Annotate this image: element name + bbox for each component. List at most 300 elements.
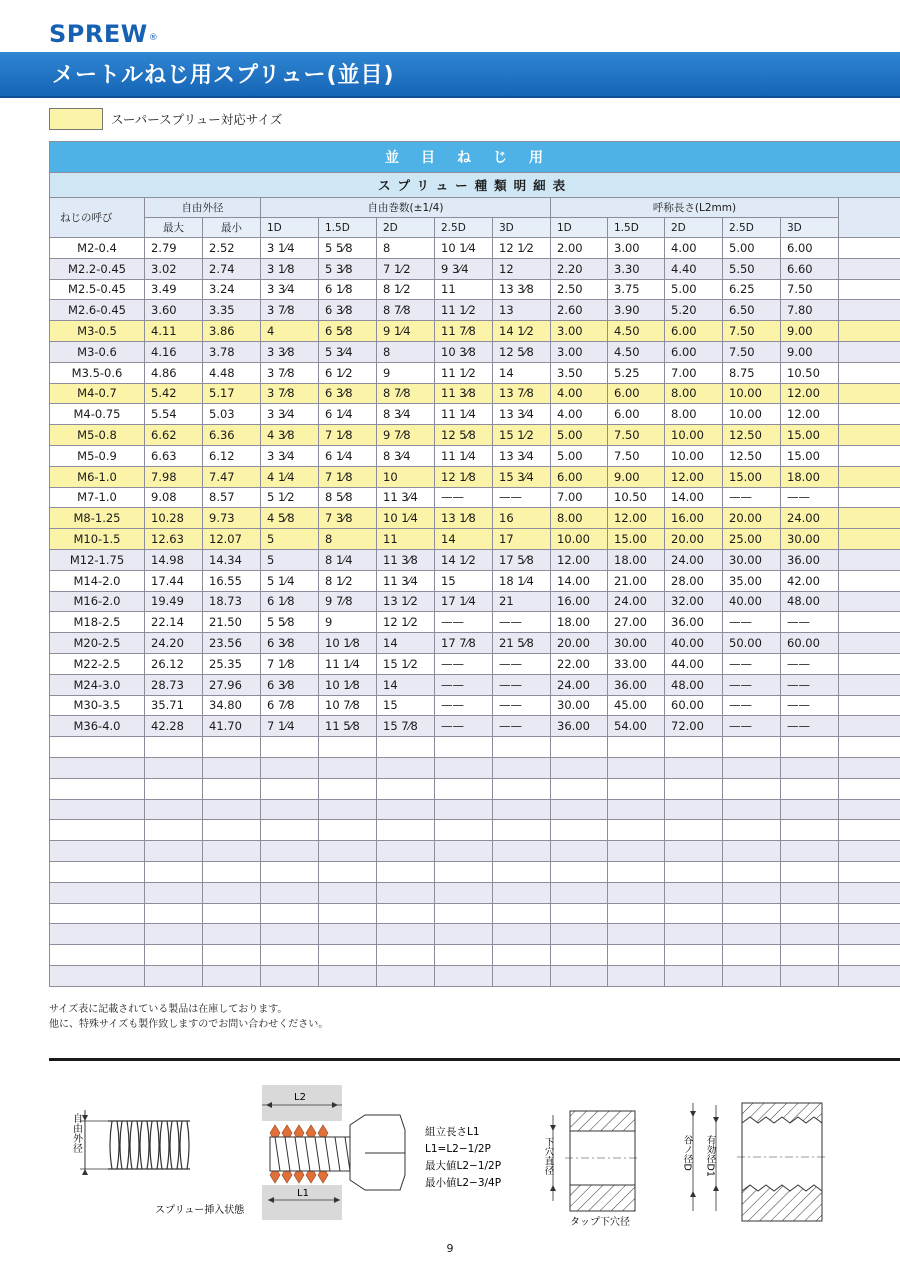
blank-cell [839, 425, 900, 446]
nominal-length-cell: 7.50 [608, 445, 665, 466]
thread-size-cell: M36-4.0 [50, 716, 145, 737]
nominal-length-cell: 5.00 [723, 238, 781, 259]
blank-cell [145, 737, 203, 758]
thread-size-cell: M2.2-0.45 [50, 258, 145, 279]
nominal-length-cell: 36.00 [551, 716, 608, 737]
od-max-cell: 6.62 [145, 425, 203, 446]
nominal-length-cell: 10.00 [665, 445, 723, 466]
nominal-length-cell: 9.00 [781, 341, 839, 362]
free-coils-cell: 11 3⁄4 [377, 487, 435, 508]
nominal-length-cell: 8.00 [665, 383, 723, 404]
nominal-length-cell: 3.00 [608, 238, 665, 259]
column-header: 2D [665, 218, 723, 238]
blank-cell [781, 757, 839, 778]
blank-cell [839, 279, 900, 300]
blank-cell [781, 965, 839, 986]
insert-state-diagram [155, 1085, 405, 1220]
blank-cell [839, 238, 900, 259]
blank-cell [839, 487, 900, 508]
blank-cell [551, 778, 608, 799]
nominal-length-cell: 6.25 [723, 279, 781, 300]
thread-size-cell: M18-2.5 [50, 612, 145, 633]
blank-table-row [50, 778, 900, 799]
free-coils-cell: 8 [377, 341, 435, 362]
nominal-length-cell: 16.00 [665, 508, 723, 529]
free-coils-cell: 10 1⁄8 [319, 674, 377, 695]
nominal-length-cell: 12.50 [723, 425, 781, 446]
section-rule [49, 1058, 900, 1061]
blank-cell [319, 799, 377, 820]
blank-cell [145, 778, 203, 799]
od-min-cell: 27.96 [203, 674, 261, 695]
free-coils-cell: 5 3⁄8 [319, 258, 377, 279]
od-max-cell: 4.16 [145, 341, 203, 362]
nominal-length-cell: 10.00 [665, 425, 723, 446]
free-coils-cell: —— [493, 653, 551, 674]
blank-cell [145, 861, 203, 882]
free-coils-cell: 15 1⁄2 [377, 653, 435, 674]
free-coils-cell: 6 1⁄2 [319, 362, 377, 383]
nominal-length-cell: 45.00 [608, 695, 665, 716]
nominal-length-cell: 33.00 [608, 653, 665, 674]
nominal-length-cell: 36.00 [781, 549, 839, 570]
blank-cell [781, 903, 839, 924]
od-max-cell: 5.54 [145, 404, 203, 425]
free-coils-cell: 6 1⁄8 [261, 591, 319, 612]
free-coils-cell: 14 [377, 633, 435, 654]
od-min-cell: 5.03 [203, 404, 261, 425]
blank-cell [665, 882, 723, 903]
blank-cell [50, 882, 145, 903]
free-coils-cell: 17 [493, 529, 551, 550]
blank-cell [377, 737, 435, 758]
blank-table-row [50, 820, 900, 841]
nominal-length-cell: 44.00 [665, 653, 723, 674]
blank-cell [203, 841, 261, 862]
free-coils-cell: 3 7⁄8 [261, 300, 319, 321]
blank-cell [839, 716, 900, 737]
free-coils-cell: 5 1⁄2 [261, 487, 319, 508]
blank-cell [493, 778, 551, 799]
column-header: 2.5D [723, 218, 781, 238]
blank-cell [551, 737, 608, 758]
free-coils-cell: 10 1⁄8 [319, 633, 377, 654]
blank-cell [665, 757, 723, 778]
nominal-length-cell: 5.00 [551, 425, 608, 446]
nominal-length-cell: —— [723, 653, 781, 674]
free-coils-cell: 9 7⁄8 [377, 425, 435, 446]
free-coils-cell: 3 7⁄8 [261, 362, 319, 383]
blank-cell [839, 653, 900, 674]
brand-band [0, 0, 900, 50]
blank-cell [781, 924, 839, 945]
free-coils-cell: 10 7⁄8 [319, 695, 377, 716]
blank-cell [435, 882, 493, 903]
blank-cell [665, 861, 723, 882]
free-coils-cell: 7 1⁄2 [377, 258, 435, 279]
free-coils-cell: 15 3⁄4 [493, 466, 551, 487]
thread-size-cell: M14-2.0 [50, 570, 145, 591]
free-coils-cell: 11 7⁄8 [435, 321, 493, 342]
blank-cell [551, 820, 608, 841]
blank-cell [839, 383, 900, 404]
blank-cell [145, 924, 203, 945]
nominal-length-cell: 24.00 [781, 508, 839, 529]
free-coils-cell: 11 1⁄2 [435, 362, 493, 383]
blank-cell [261, 757, 319, 778]
free-coils-cell: 5 3⁄4 [319, 341, 377, 362]
free-coils-cell: 7 1⁄8 [319, 425, 377, 446]
blank-cell [145, 820, 203, 841]
free-coils-cell: 11 1⁄4 [319, 653, 377, 674]
free-coils-cell: 14 [377, 674, 435, 695]
nominal-length-cell: 24.00 [665, 549, 723, 570]
free-coils-cell: 11 1⁄4 [435, 445, 493, 466]
nominal-length-cell: —— [781, 674, 839, 695]
formula-l1: L1=L2−1/2P [425, 1143, 491, 1155]
blank-cell [781, 882, 839, 903]
nominal-length-cell: 3.30 [608, 258, 665, 279]
registered-mark: ® [148, 33, 159, 43]
blank-cell [261, 861, 319, 882]
legend-label: スーパースプリュー対応サイズ [111, 112, 283, 127]
name-header: ねじの呼び [50, 198, 145, 238]
free-coils-cell: 11 1⁄2 [435, 300, 493, 321]
blank-cell [839, 258, 900, 279]
free-coils-cell: 9 1⁄4 [377, 321, 435, 342]
blank-cell [608, 820, 665, 841]
column-header-row [50, 218, 900, 238]
free-coils-cell: 7 1⁄8 [261, 653, 319, 674]
blank-cell [493, 799, 551, 820]
free-coils-cell: 6 3⁄8 [261, 633, 319, 654]
section-title: 並目ねじ用 [50, 142, 900, 173]
blank-cell [145, 799, 203, 820]
nominal-length-cell: 5.20 [665, 300, 723, 321]
nominal-length-cell: 7.50 [608, 425, 665, 446]
insert-state-label: スプリュー挿入状態 [155, 1205, 245, 1216]
blank-cell [551, 882, 608, 903]
blank-cell [203, 757, 261, 778]
blank-cell [145, 965, 203, 986]
od-min-cell: 2.52 [203, 238, 261, 259]
blank-cell [608, 799, 665, 820]
nominal-length-cell: —— [781, 612, 839, 633]
free-coils-cell: 16 [493, 508, 551, 529]
l2-label: L2 [294, 1092, 306, 1103]
free-coils-cell: 9 3⁄4 [435, 258, 493, 279]
blank-cell [261, 737, 319, 758]
od-min-cell: 12.07 [203, 529, 261, 550]
nominal-length-cell: 28.00 [665, 570, 723, 591]
blank-cell [145, 882, 203, 903]
free-coils-cell: —— [435, 674, 493, 695]
blank-cell [839, 508, 900, 529]
nominal-length-cell: 14.00 [551, 570, 608, 591]
nominal-length-cell: —— [723, 487, 781, 508]
od-min-cell: 34.80 [203, 695, 261, 716]
free-coils-cell: —— [493, 716, 551, 737]
od-max-cell: 4.86 [145, 362, 203, 383]
thread-size-cell: M6-1.0 [50, 466, 145, 487]
table-row [50, 425, 900, 446]
blank-cell [839, 362, 900, 383]
od-max-cell: 17.44 [145, 570, 203, 591]
nominal-length-cell: 30.00 [781, 529, 839, 550]
blank-cell [551, 861, 608, 882]
thread-size-cell: M7-1.0 [50, 487, 145, 508]
nominal-length-cell: 2.20 [551, 258, 608, 279]
coil-spring-icon [108, 1121, 190, 1169]
blank-cell [665, 965, 723, 986]
free-coils-cell: 4 3⁄8 [261, 425, 319, 446]
blank-cell [50, 903, 145, 924]
blank-cell [723, 757, 781, 778]
blank-cell [839, 570, 900, 591]
nominal-length-cell: 22.00 [551, 653, 608, 674]
nominal-length-cell: 72.00 [665, 716, 723, 737]
nominal-length-cell: 35.00 [723, 570, 781, 591]
free-coils-cell: 6 3⁄8 [319, 300, 377, 321]
column-header: 1.5D [319, 218, 377, 238]
nominal-length-cell: —— [781, 695, 839, 716]
nominal-length-cell: 18.00 [781, 466, 839, 487]
free-coils-cell: 8 7⁄8 [377, 300, 435, 321]
free-coils-cell: 8 7⁄8 [377, 383, 435, 404]
free-coils-header: 自由巻数(±1/4) [261, 198, 551, 218]
blank-cell [261, 778, 319, 799]
nominal-length-cell: 18.00 [608, 549, 665, 570]
column-header: 3D [493, 218, 551, 238]
blank-cell [319, 757, 377, 778]
od-max-cell: 3.02 [145, 258, 203, 279]
od-min-cell: 3.78 [203, 341, 261, 362]
nominal-length-cell: 10.00 [723, 383, 781, 404]
free-coils-cell: 6 1⁄8 [319, 279, 377, 300]
blank-cell [377, 820, 435, 841]
blank-cell [608, 841, 665, 862]
nominal-length-cell: 4.00 [551, 383, 608, 404]
od-min-cell: 8.57 [203, 487, 261, 508]
free-coils-cell: 6 5⁄8 [319, 321, 377, 342]
blank-table-row [50, 945, 900, 966]
nominal-length-header: 呼称長さ(L2mm) [551, 198, 839, 218]
blank-cell [551, 799, 608, 820]
nominal-length-cell: 5.25 [608, 362, 665, 383]
nominal-length-cell: 32.00 [665, 591, 723, 612]
free-coils-cell: 21 [493, 591, 551, 612]
note-custom: 他に、特殊サイズも製作致しますのでお問い合わせください。 [49, 1019, 329, 1030]
nominal-length-cell: 18.00 [551, 612, 608, 633]
nominal-length-cell: 9.00 [781, 321, 839, 342]
nominal-length-cell: 54.00 [608, 716, 665, 737]
table-row [50, 341, 900, 362]
blank-table-row [50, 882, 900, 903]
nominal-length-cell: 7.80 [781, 300, 839, 321]
blank-cell [203, 820, 261, 841]
od-min-cell: 21.50 [203, 612, 261, 633]
nominal-length-cell: 8.00 [551, 508, 608, 529]
od-max-cell: 2.79 [145, 238, 203, 259]
blank-cell [723, 737, 781, 758]
blank-cell [435, 861, 493, 882]
blank-table-row [50, 841, 900, 862]
blank-cell [145, 903, 203, 924]
blank-cell [435, 903, 493, 924]
free-coils-cell: 12 1⁄2 [377, 612, 435, 633]
nominal-length-cell: 7.50 [781, 279, 839, 300]
blank-cell [839, 945, 900, 966]
blank-header [839, 198, 900, 238]
column-header: 2.5D [435, 218, 493, 238]
od-max-cell: 28.73 [145, 674, 203, 695]
blank-table-row [50, 737, 900, 758]
table-row [50, 674, 900, 695]
blank-cell [435, 820, 493, 841]
blank-cell [839, 633, 900, 654]
od-min-cell: 25.35 [203, 653, 261, 674]
blank-cell [319, 882, 377, 903]
blank-table-row [50, 757, 900, 778]
blank-cell [665, 778, 723, 799]
blank-cell [839, 965, 900, 986]
nominal-length-cell: 24.00 [608, 591, 665, 612]
blank-cell [50, 965, 145, 986]
thread-size-cell: M10-1.5 [50, 529, 145, 550]
nominal-length-cell: 12.00 [608, 508, 665, 529]
nominal-length-cell: 2.00 [551, 238, 608, 259]
section-title-row [50, 142, 900, 173]
blank-cell [839, 695, 900, 716]
blank-table-row [50, 903, 900, 924]
free-coils-cell: 9 7⁄8 [319, 591, 377, 612]
free-coils-cell: 13 3⁄4 [493, 445, 551, 466]
table-row [50, 445, 900, 466]
nominal-length-cell: 6.00 [781, 238, 839, 259]
blank-cell [781, 945, 839, 966]
blank-cell [435, 965, 493, 986]
blank-cell [551, 757, 608, 778]
od-min-cell: 18.73 [203, 591, 261, 612]
od-min-cell: 3.86 [203, 321, 261, 342]
formula-max: 最大値L2−1/2P [425, 1160, 502, 1172]
free-coils-cell: 11 3⁄4 [377, 570, 435, 591]
blank-cell [145, 841, 203, 862]
nominal-length-cell: 48.00 [781, 591, 839, 612]
free-coils-cell: 14 [435, 529, 493, 550]
blank-cell [261, 945, 319, 966]
nominal-length-cell: —— [781, 653, 839, 674]
blank-cell [435, 778, 493, 799]
formulas [425, 1125, 501, 1189]
od-min-cell: 16.55 [203, 570, 261, 591]
blank-cell [203, 924, 261, 945]
nominal-length-cell: 6.00 [608, 404, 665, 425]
nominal-length-cell: 10.00 [723, 404, 781, 425]
thread-size-cell: M12-1.75 [50, 549, 145, 570]
blank-cell [839, 466, 900, 487]
thread-size-cell: M5-0.9 [50, 445, 145, 466]
blank-cell [551, 965, 608, 986]
nominal-length-cell: 15.00 [723, 466, 781, 487]
table-row [50, 716, 900, 737]
blank-cell [50, 924, 145, 945]
blank-cell [723, 945, 781, 966]
od-max-cell: 3.60 [145, 300, 203, 321]
free-coils-cell: 3 7⁄8 [261, 383, 319, 404]
free-coils-cell: 11 [377, 529, 435, 550]
blank-cell [50, 778, 145, 799]
nominal-length-cell: 3.75 [608, 279, 665, 300]
blank-cell [493, 945, 551, 966]
nominal-length-cell: 7.50 [723, 321, 781, 342]
blank-cell [203, 861, 261, 882]
free-coils-cell: —— [435, 695, 493, 716]
blank-cell [839, 799, 900, 820]
blank-cell [665, 737, 723, 758]
blank-cell [261, 882, 319, 903]
thread-size-cell: M2-0.4 [50, 238, 145, 259]
blank-cell [50, 945, 145, 966]
blank-cell [319, 841, 377, 862]
blank-cell [551, 924, 608, 945]
thread-size-cell: M5-0.8 [50, 425, 145, 446]
table-row [50, 612, 900, 633]
free-coils-cell: 15 [377, 695, 435, 716]
thread-size-cell: M4-0.7 [50, 383, 145, 404]
nominal-length-cell: 25.00 [723, 529, 781, 550]
free-coils-cell: 10 1⁄4 [435, 238, 493, 259]
thread-size-cell: M24-3.0 [50, 674, 145, 695]
nominal-length-cell: 6.50 [723, 300, 781, 321]
blank-cell [319, 924, 377, 945]
free-coils-cell: —— [493, 612, 551, 633]
od-max-cell: 35.71 [145, 695, 203, 716]
blank-cell [608, 778, 665, 799]
free-coils-cell: 8 1⁄2 [319, 570, 377, 591]
nominal-length-cell: 5.00 [551, 445, 608, 466]
blank-cell [493, 924, 551, 945]
thread-size-cell: M3.5-0.6 [50, 362, 145, 383]
blank-cell [781, 778, 839, 799]
blank-cell [319, 861, 377, 882]
free-coils-cell: 13 7⁄8 [493, 383, 551, 404]
free-coils-cell: 9 [377, 362, 435, 383]
nominal-length-cell: 2.50 [551, 279, 608, 300]
blank-cell [839, 341, 900, 362]
diagrams [0, 1075, 900, 1235]
od-min-cell: 23.56 [203, 633, 261, 654]
free-od-label: 自由外径 [70, 1113, 82, 1153]
blank-cell [839, 861, 900, 882]
table-row [50, 570, 900, 591]
root-diameter-label: 谷ノ径D [681, 1135, 693, 1171]
nominal-length-cell: 12.00 [781, 404, 839, 425]
blank-cell [493, 737, 551, 758]
free-coils-cell: 13 1⁄8 [435, 508, 493, 529]
blank-cell [781, 861, 839, 882]
od-max-cell: 3.49 [145, 279, 203, 300]
blank-cell [839, 924, 900, 945]
nominal-length-cell: 4.50 [608, 321, 665, 342]
od-max-cell: 19.49 [145, 591, 203, 612]
free-coils-cell: —— [493, 674, 551, 695]
blank-cell [551, 841, 608, 862]
column-header: 2D [377, 218, 435, 238]
free-coils-cell: 12 [493, 258, 551, 279]
nominal-length-cell: 4.00 [665, 238, 723, 259]
blank-cell [665, 924, 723, 945]
